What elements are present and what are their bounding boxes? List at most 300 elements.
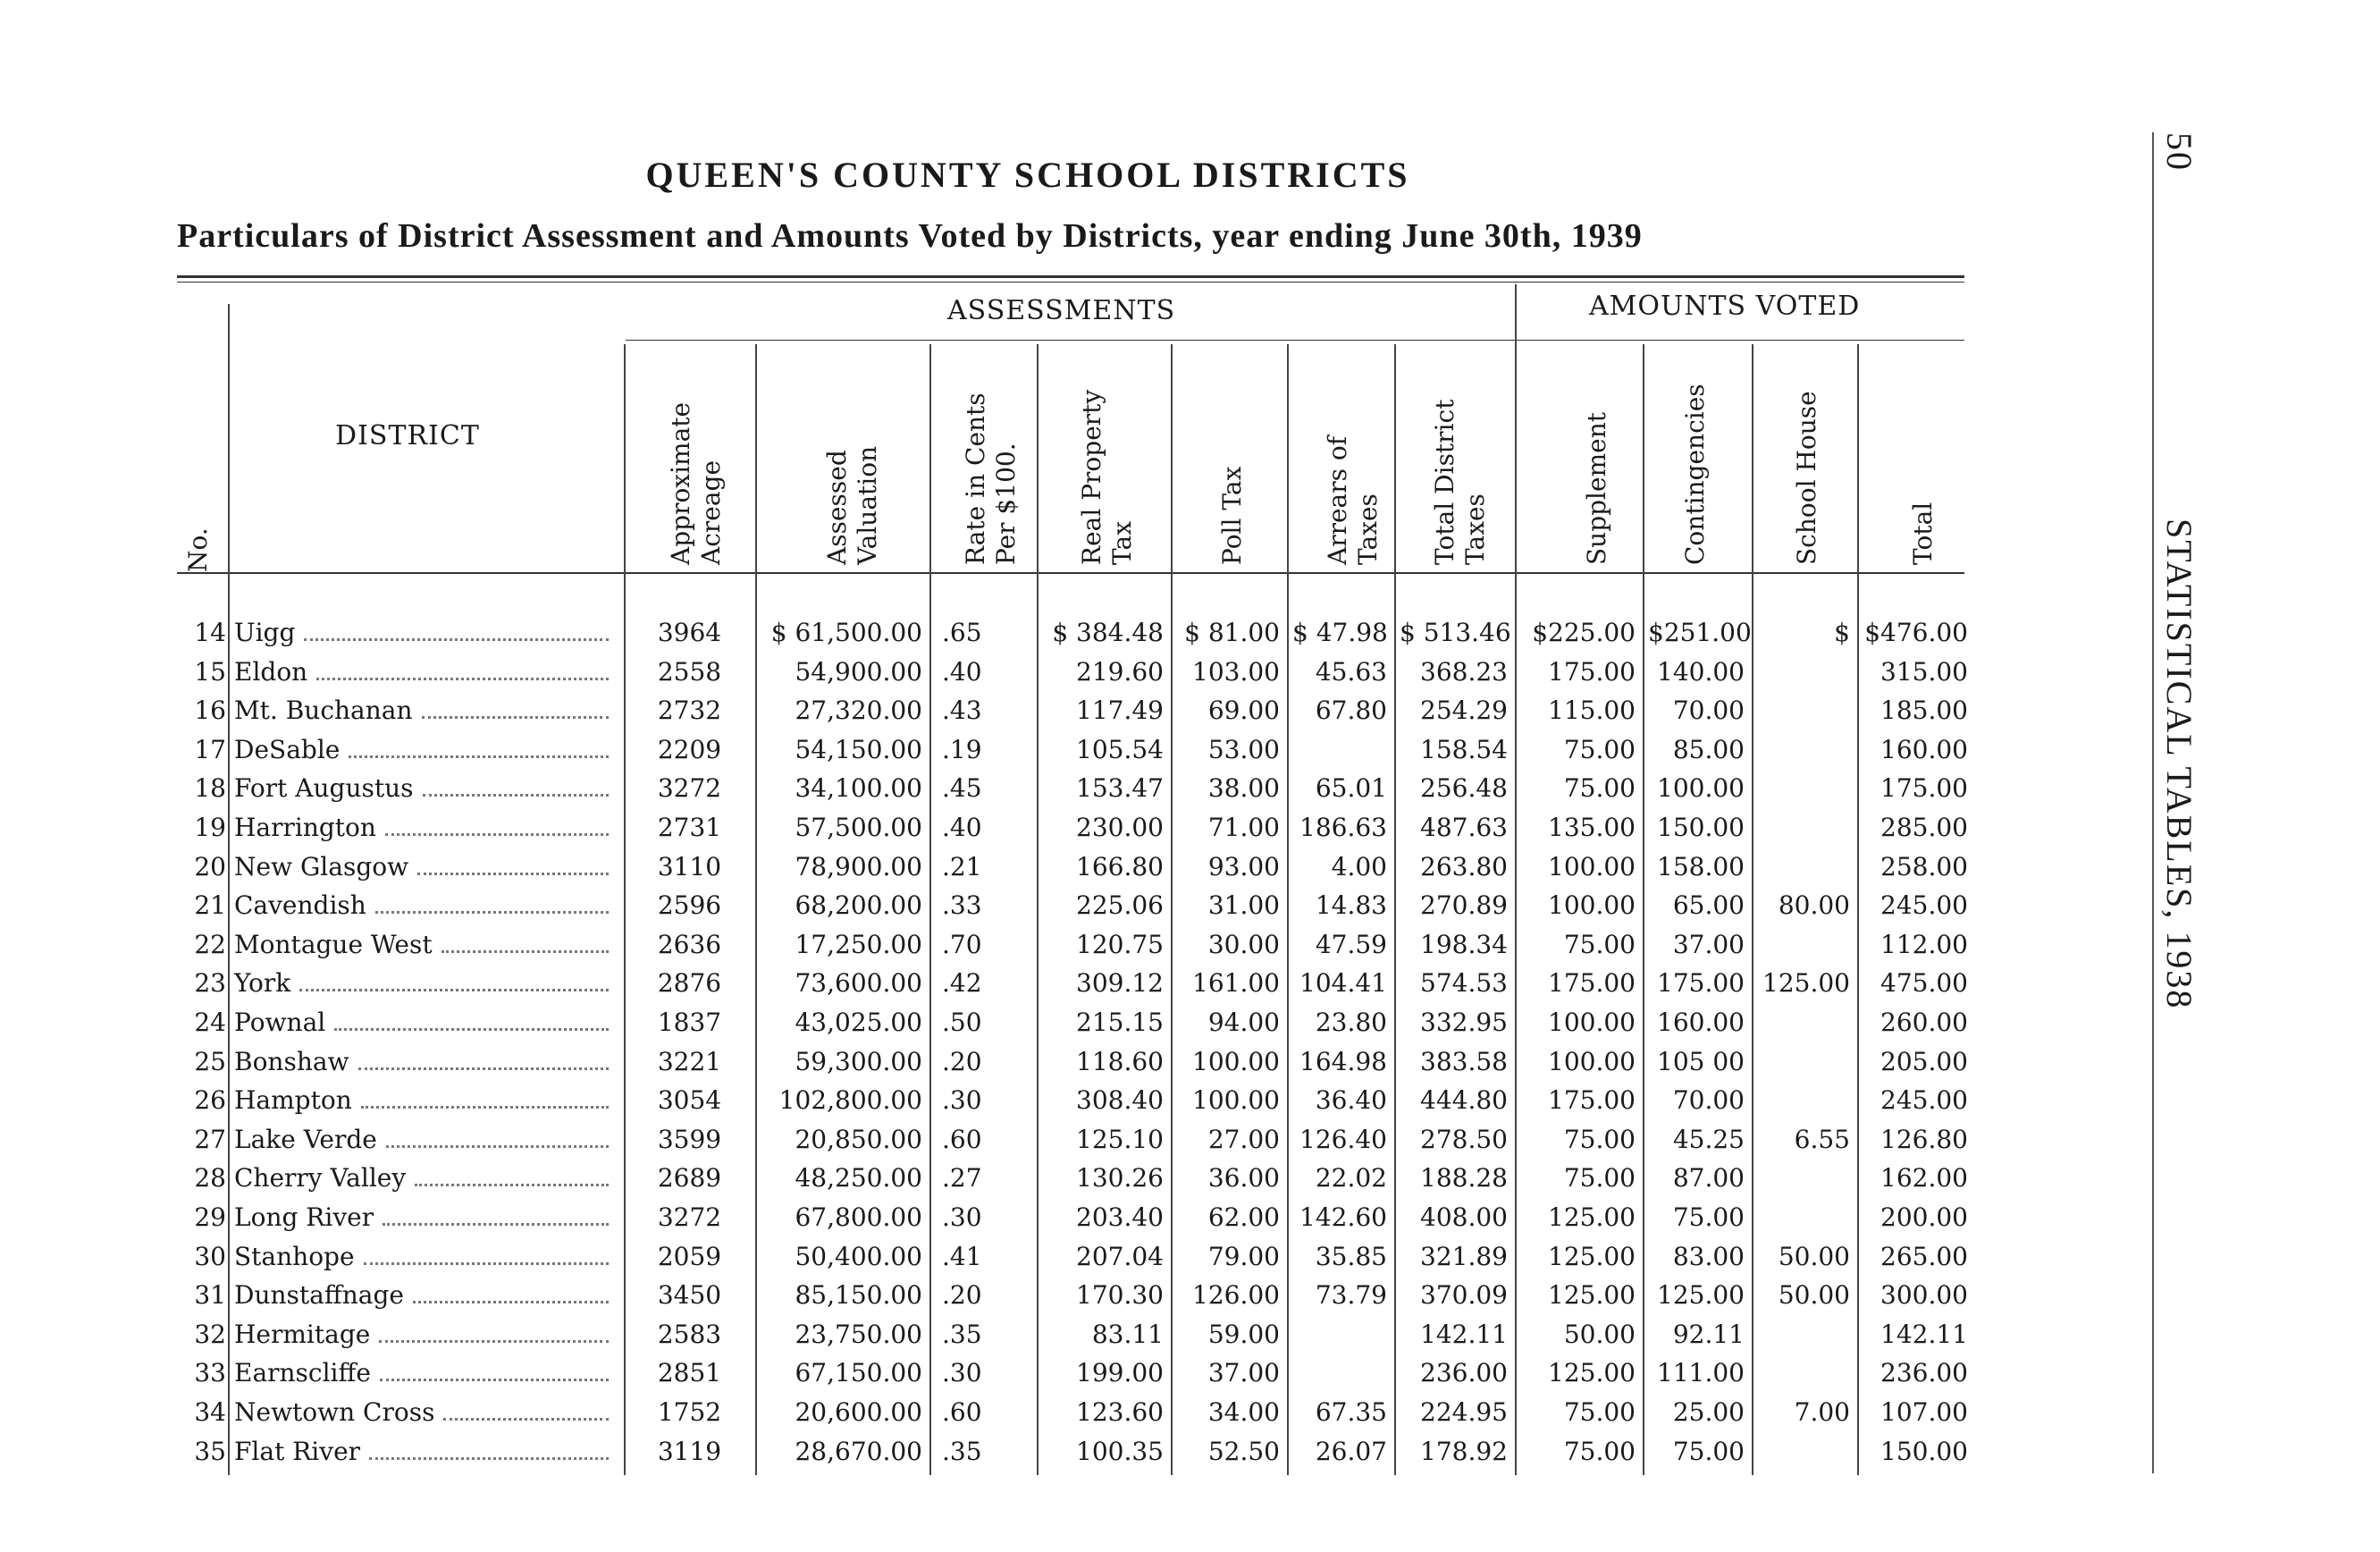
- cell-real-tax: 215.15: [1076, 1008, 1164, 1037]
- cell-total: 142.11: [1880, 1319, 1968, 1349]
- cell-acreage: 3272: [657, 1202, 722, 1232]
- cell-acreage: 3119: [657, 1436, 722, 1466]
- cell-total-taxes: 188.28: [1420, 1163, 1508, 1194]
- cell-real-tax: 100.35: [1076, 1436, 1164, 1466]
- cell-acreage: 2689: [657, 1163, 722, 1194]
- cell-supplement: 100.00: [1548, 1008, 1636, 1037]
- cell-poll: 69.00: [1207, 696, 1280, 726]
- cell-rate: .40: [942, 656, 982, 687]
- cell-total: 185.00: [1880, 696, 1968, 726]
- cell-acreage: 3054: [657, 1085, 722, 1116]
- cell-contingencies: 75.00: [1672, 1202, 1745, 1232]
- cell-acreage: 2059: [657, 1241, 722, 1271]
- cell-valuation: $ 61,500.00: [770, 618, 922, 647]
- cell-total: 245.00: [1880, 1085, 1968, 1116]
- cell-contingencies: 70.00: [1672, 1085, 1745, 1116]
- column-header-poll-tax: Poll Tax: [1217, 466, 1247, 565]
- cell-real-tax: 170.30: [1076, 1280, 1164, 1311]
- district-name: DeSable: [234, 732, 614, 768]
- cell-acreage: 2851: [657, 1358, 722, 1388]
- cell-contingencies: 140.00: [1657, 656, 1745, 687]
- cell-contingencies: $251.00: [1648, 618, 1752, 647]
- cell-real-tax: 125.10: [1076, 1124, 1164, 1154]
- cell-supplement: $225.00: [1532, 618, 1636, 647]
- district-name: Hampton: [234, 1083, 614, 1118]
- cell-rate: .33: [942, 890, 982, 921]
- district-number: 30: [194, 1241, 226, 1271]
- cell-valuation: 23,750.00: [795, 1319, 922, 1349]
- cell-valuation: 54,150.00: [795, 734, 922, 764]
- cell-total: 175.00: [1880, 773, 1968, 804]
- cell-arrears: 47.59: [1315, 929, 1387, 959]
- cell-valuation: 59,300.00: [795, 1046, 922, 1076]
- cell-acreage: 1837: [657, 1008, 722, 1037]
- district-number: 26: [194, 1085, 226, 1116]
- district-name: Eldon: [234, 654, 614, 690]
- cell-total-taxes: 263.80: [1420, 851, 1508, 881]
- cell-acreage: 3450: [657, 1280, 722, 1311]
- district-number: 32: [194, 1319, 226, 1349]
- cell-arrears: 23.80: [1315, 1008, 1387, 1037]
- cell-contingencies: 92.11: [1672, 1319, 1745, 1349]
- district-number: 23: [194, 968, 226, 999]
- cell-contingencies: 70.00: [1672, 696, 1745, 726]
- column-divider: [1037, 344, 1039, 1475]
- cell-real-tax: 83.11: [1091, 1319, 1164, 1349]
- cell-rate: .20: [942, 1046, 982, 1076]
- cell-total-taxes: 368.23: [1420, 656, 1508, 687]
- cell-total-taxes: 574.53: [1420, 968, 1508, 999]
- cell-arrears: 186.63: [1299, 813, 1387, 842]
- cell-school-house: [1757, 927, 1850, 963]
- district-number: 24: [194, 1008, 226, 1037]
- cell-school-house: [1757, 1355, 1850, 1391]
- cell-arrears: 67.35: [1315, 1397, 1387, 1427]
- running-head: STATISTICAL TABLES, 1938: [2159, 519, 2199, 1010]
- cell-real-tax: 118.60: [1076, 1046, 1164, 1076]
- cell-valuation: 50,400.00: [795, 1241, 922, 1271]
- cell-school-house: [1757, 732, 1850, 768]
- cell-total-taxes: 158.54: [1420, 734, 1508, 764]
- district-number: 17: [194, 734, 226, 764]
- cell-school-house: [1757, 771, 1850, 806]
- cell-valuation: 102,800.00: [778, 1085, 922, 1116]
- cell-total-taxes: 236.00: [1420, 1358, 1508, 1388]
- cell-supplement: 100.00: [1548, 890, 1636, 921]
- cell-arrears: 14.83: [1315, 890, 1387, 921]
- cell-school-house: 6.55: [1794, 1124, 1850, 1154]
- cell-total: 475.00: [1880, 968, 1968, 999]
- cell-rate: .35: [942, 1319, 982, 1349]
- header-top-rule-thin: [177, 282, 1964, 283]
- cell-total-taxes: 444.80: [1420, 1085, 1508, 1116]
- cell-arrears: 104.41: [1299, 968, 1387, 999]
- district-number: 27: [194, 1124, 226, 1154]
- cell-contingencies: 150.00: [1657, 813, 1745, 842]
- cell-valuation: 27,320.00: [795, 696, 922, 726]
- cell-total-taxes: 142.11: [1420, 1319, 1508, 1349]
- column-header-arrears-of-taxes: Arrears of Taxes: [1323, 435, 1383, 565]
- cell-supplement: 175.00: [1548, 968, 1636, 999]
- column-header-supplement: Supplement: [1582, 412, 1611, 565]
- cell-total-taxes: 270.89: [1420, 890, 1508, 921]
- cell-school-house: [1757, 1200, 1850, 1236]
- cell-school-house: [1757, 1005, 1850, 1041]
- cell-arrears: 142.60: [1299, 1202, 1387, 1232]
- cell-acreage: 2636: [657, 929, 722, 959]
- district-number: 33: [194, 1358, 226, 1388]
- column-divider: [1394, 344, 1396, 1475]
- cell-total: 285.00: [1880, 813, 1968, 842]
- header-no: No.: [183, 527, 213, 572]
- district-number: 19: [194, 813, 226, 842]
- cell-school-house: [1757, 1160, 1850, 1196]
- cell-total: 258.00: [1880, 851, 1968, 881]
- cell-poll: $ 81.00: [1184, 618, 1280, 647]
- district-name: New Glasgow: [234, 849, 614, 885]
- column-divider: [1643, 344, 1644, 1475]
- cell-poll: 93.00: [1207, 851, 1280, 881]
- header-top-rule: [177, 275, 1964, 278]
- cell-arrears: 67.80: [1315, 696, 1387, 726]
- cell-valuation: 17,250.00: [795, 929, 922, 959]
- cell-supplement: 75.00: [1563, 1436, 1636, 1466]
- cell-valuation: 28,670.00: [795, 1436, 922, 1466]
- cell-total: 107.00: [1880, 1397, 1968, 1427]
- cell-arrears: 35.85: [1315, 1241, 1387, 1271]
- cell-supplement: 75.00: [1563, 734, 1636, 764]
- cell-rate: .45: [942, 773, 982, 804]
- margin-rule: [2152, 132, 2154, 1473]
- cell-real-tax: 230.00: [1076, 813, 1164, 842]
- cell-supplement: 125.00: [1548, 1280, 1636, 1311]
- cell-supplement: 50.00: [1563, 1319, 1636, 1349]
- cell-school-house: [1757, 1434, 1850, 1470]
- cell-real-tax: 203.40: [1076, 1202, 1164, 1232]
- cell-valuation: 67,800.00: [795, 1202, 922, 1232]
- district-number: 35: [194, 1436, 226, 1466]
- column-divider: [929, 344, 931, 1475]
- cell-valuation: 67,150.00: [795, 1358, 922, 1388]
- cell-acreage: 2596: [657, 890, 722, 921]
- district-number: 16: [194, 696, 226, 726]
- cell-contingencies: 100.00: [1657, 773, 1745, 804]
- district-number: 18: [194, 773, 226, 804]
- district-name: Fort Augustus: [234, 771, 614, 806]
- cell-contingencies: 160.00: [1657, 1008, 1745, 1037]
- cell-rate: .65: [942, 618, 982, 647]
- cell-total: 205.00: [1880, 1046, 1968, 1076]
- column-divider: [228, 304, 230, 1475]
- cell-supplement: 75.00: [1563, 1163, 1636, 1194]
- cell-acreage: 3272: [657, 773, 722, 804]
- cell-real-tax: 199.00: [1076, 1358, 1164, 1388]
- district-name: Earnscliffe: [234, 1355, 614, 1391]
- cell-real-tax: 117.49: [1076, 696, 1164, 726]
- cell-poll: 71.00: [1207, 813, 1280, 842]
- cell-valuation: 20,600.00: [795, 1397, 922, 1427]
- district-number: 22: [194, 929, 226, 959]
- cell-arrears: $ 47.98: [1292, 618, 1388, 647]
- cell-rate: .30: [942, 1202, 982, 1232]
- cell-acreage: 2876: [657, 968, 722, 999]
- cell-supplement: 125.00: [1548, 1202, 1636, 1232]
- cell-arrears: 164.98: [1299, 1046, 1387, 1076]
- cell-supplement: 75.00: [1563, 773, 1636, 804]
- cell-acreage: 2583: [657, 1319, 722, 1349]
- page-title: QUEEN'S COUNTY SCHOOL DISTRICTS: [645, 155, 1410, 195]
- district-number: 31: [194, 1280, 226, 1311]
- district-name: Dunstaffnage: [234, 1278, 614, 1313]
- group-header-rule: [626, 340, 1964, 341]
- page-number: 50: [2159, 132, 2199, 172]
- cell-total-taxes: 408.00: [1420, 1202, 1508, 1232]
- cell-contingencies: 37.00: [1672, 929, 1745, 959]
- cell-poll: 103.00: [1192, 656, 1280, 687]
- cell-real-tax: 123.60: [1076, 1397, 1164, 1427]
- cell-valuation: 57,500.00: [795, 813, 922, 842]
- cell-total: 260.00: [1880, 1008, 1968, 1037]
- cell-total-taxes: 487.63: [1420, 813, 1508, 842]
- cell-rate: .21: [942, 851, 982, 881]
- cell-rate: .19: [942, 734, 982, 764]
- cell-valuation: 73,600.00: [795, 968, 922, 999]
- cell-contingencies: 45.25: [1672, 1124, 1745, 1154]
- cell-supplement: 135.00: [1548, 813, 1636, 842]
- cell-poll: 100.00: [1192, 1085, 1280, 1116]
- cell-arrears: [1292, 1317, 1387, 1353]
- cell-arrears: 126.40: [1299, 1124, 1387, 1154]
- cell-total-taxes: 254.29: [1420, 696, 1508, 726]
- cell-supplement: 100.00: [1548, 1046, 1636, 1076]
- cell-poll: 52.50: [1207, 1436, 1280, 1466]
- column-header-school-house: School House: [1792, 391, 1821, 565]
- cell-arrears: 36.40: [1315, 1085, 1387, 1116]
- cell-total-taxes: 256.48: [1420, 773, 1508, 804]
- cell-total: 315.00: [1880, 656, 1968, 687]
- cell-total-taxes: 321.89: [1420, 1241, 1508, 1271]
- cell-school-house: [1757, 654, 1850, 690]
- cell-arrears: 4.00: [1331, 851, 1387, 881]
- district-name: Lake Verde: [234, 1122, 614, 1158]
- cell-total-taxes: 278.50: [1420, 1124, 1508, 1154]
- cell-acreage: 3599: [657, 1124, 722, 1154]
- district-name: Long River: [234, 1200, 614, 1236]
- cell-total: 150.00: [1880, 1436, 1968, 1466]
- cell-poll: 94.00: [1207, 1008, 1280, 1037]
- cell-poll: 53.00: [1207, 734, 1280, 764]
- cell-contingencies: 105 00: [1657, 1046, 1745, 1076]
- cell-real-tax: 225.06: [1076, 890, 1164, 921]
- cell-real-tax: 219.60: [1076, 656, 1164, 687]
- district-number: 28: [194, 1163, 226, 1194]
- column-header-real-property-tax: Real Property Tax: [1077, 389, 1137, 565]
- cell-real-tax: 130.26: [1076, 1163, 1164, 1194]
- district-name: Uigg: [234, 615, 614, 651]
- cell-acreage: 2558: [657, 656, 722, 687]
- cell-valuation: 48,250.00: [795, 1163, 922, 1194]
- cell-rate: .27: [942, 1163, 982, 1194]
- cell-valuation: 54,900.00: [795, 656, 922, 687]
- header-bottom-rule: [177, 572, 1964, 574]
- district-name: Pownal: [234, 1005, 614, 1041]
- cell-poll: 126.00: [1192, 1280, 1280, 1311]
- cell-poll: 36.00: [1207, 1163, 1280, 1194]
- district-name: Newtown Cross: [234, 1395, 614, 1430]
- column-divider: [1752, 344, 1753, 1475]
- cell-arrears: [1292, 1355, 1387, 1391]
- header-district: DISTRICT: [335, 420, 480, 451]
- cell-valuation: 85,150.00: [795, 1280, 922, 1311]
- cell-real-tax: 105.54: [1076, 734, 1164, 764]
- cell-valuation: 20,850.00: [795, 1124, 922, 1154]
- cell-real-tax: 309.12: [1076, 968, 1164, 999]
- cell-contingencies: 25.00: [1672, 1397, 1745, 1427]
- cell-real-tax: 308.40: [1076, 1085, 1164, 1116]
- cell-contingencies: 75.00: [1672, 1436, 1745, 1466]
- column-header-rate-per-100: Rate in Cents Per $100.: [961, 392, 1021, 565]
- cell-poll: 27.00: [1207, 1124, 1280, 1154]
- cell-total: $476.00: [1864, 618, 1968, 647]
- cell-real-tax: 207.04: [1076, 1241, 1164, 1271]
- district-name: Cavendish: [234, 888, 614, 924]
- district-name: Flat River: [234, 1434, 614, 1470]
- cell-total-taxes: 178.92: [1420, 1436, 1508, 1466]
- district-name: Hermitage: [234, 1317, 614, 1353]
- header-amounts-voted: AMOUNTS VOTED: [1589, 291, 1861, 322]
- cell-acreage: 2731: [657, 813, 722, 842]
- district-name: Cherry Valley: [234, 1160, 614, 1196]
- district-name: Bonshaw: [234, 1044, 614, 1080]
- cell-total: 160.00: [1880, 734, 1968, 764]
- cell-valuation: 68,200.00: [795, 890, 922, 921]
- cell-rate: .70: [942, 929, 982, 959]
- cell-poll: 161.00: [1192, 968, 1280, 999]
- column-header-assessed-valuation: Assessed Valuation: [822, 445, 882, 565]
- cell-total-taxes: 198.34: [1420, 929, 1508, 959]
- cell-poll: 37.00: [1207, 1358, 1280, 1388]
- cell-contingencies: 125.00: [1657, 1280, 1745, 1311]
- cell-supplement: 125.00: [1548, 1358, 1636, 1388]
- cell-school-house: 125.00: [1762, 968, 1850, 999]
- cell-supplement: 175.00: [1548, 656, 1636, 687]
- cell-contingencies: 87.00: [1672, 1163, 1745, 1194]
- cell-rate: .20: [942, 1280, 982, 1311]
- cell-acreage: 3221: [657, 1046, 722, 1076]
- cell-rate: .50: [942, 1008, 982, 1037]
- district-number: 20: [194, 851, 226, 881]
- cell-school-house: [1757, 1317, 1850, 1353]
- cell-contingencies: 65.00: [1672, 890, 1745, 921]
- cell-poll: 79.00: [1207, 1241, 1280, 1271]
- cell-arrears: [1292, 732, 1387, 768]
- cell-supplement: 75.00: [1563, 1124, 1636, 1154]
- district-name: York: [234, 966, 614, 1001]
- cell-supplement: 125.00: [1548, 1241, 1636, 1271]
- cell-total-taxes: 383.58: [1420, 1046, 1508, 1076]
- cell-total: 265.00: [1880, 1241, 1968, 1271]
- cell-school-house: [1757, 1044, 1850, 1080]
- cell-acreage: 3110: [657, 851, 722, 881]
- cell-rate: .40: [942, 813, 982, 842]
- district-number: 14: [194, 618, 226, 647]
- column-divider: [1515, 284, 1517, 1475]
- district-number: 21: [194, 890, 226, 921]
- district-number: 29: [194, 1202, 226, 1232]
- cell-contingencies: 85.00: [1672, 734, 1745, 764]
- cell-total-taxes: 370.09: [1420, 1280, 1508, 1311]
- cell-arrears: 22.02: [1315, 1163, 1387, 1194]
- cell-school-house: 50.00: [1778, 1241, 1850, 1271]
- cell-school-house: [1757, 849, 1850, 885]
- column-divider: [755, 344, 757, 1475]
- cell-arrears: 26.07: [1315, 1436, 1387, 1466]
- cell-rate: .30: [942, 1085, 982, 1116]
- cell-supplement: 100.00: [1548, 851, 1636, 881]
- cell-rate: .42: [942, 968, 982, 999]
- cell-arrears: 45.63: [1315, 656, 1387, 687]
- cell-total-taxes: 224.95: [1420, 1397, 1508, 1427]
- cell-total: 236.00: [1880, 1358, 1968, 1388]
- cell-total: 300.00: [1880, 1280, 1968, 1311]
- cell-school-house: [1757, 693, 1850, 729]
- cell-rate: .43: [942, 696, 982, 726]
- cell-rate: .60: [942, 1124, 982, 1154]
- cell-contingencies: 83.00: [1672, 1241, 1745, 1271]
- cell-total: 112.00: [1880, 929, 1968, 959]
- cell-acreage: 1752: [657, 1397, 722, 1427]
- cell-contingencies: 158.00: [1657, 851, 1745, 881]
- cell-poll: 62.00: [1207, 1202, 1280, 1232]
- cell-school-house: [1757, 810, 1850, 846]
- cell-supplement: 75.00: [1563, 1397, 1636, 1427]
- column-divider: [1287, 344, 1289, 1475]
- cell-arrears: 65.01: [1315, 773, 1387, 804]
- cell-total-taxes: 332.95: [1420, 1008, 1508, 1037]
- cell-contingencies: 175.00: [1657, 968, 1745, 999]
- cell-rate: .35: [942, 1436, 982, 1466]
- cell-valuation: 78,900.00: [795, 851, 922, 881]
- district-number: 34: [194, 1397, 226, 1427]
- column-header-total: Total: [1908, 502, 1938, 565]
- cell-poll: 31.00: [1207, 890, 1280, 921]
- district-number: 15: [194, 656, 226, 687]
- column-divider: [624, 344, 626, 1475]
- cell-acreage: 2732: [657, 696, 722, 726]
- column-header-contingencies: Contingencies: [1680, 384, 1710, 565]
- cell-school-house: 80.00: [1778, 890, 1850, 921]
- cell-poll: 59.00: [1207, 1319, 1280, 1349]
- district-number: 25: [194, 1046, 226, 1076]
- page-subtitle: Particulars of District Assessment and Amounts Voted by Districts, year ending June 30th, 1939: [177, 217, 1643, 255]
- cell-school-house: 50.00: [1778, 1280, 1850, 1311]
- column-divider: [1171, 344, 1173, 1475]
- cell-supplement: 75.00: [1563, 929, 1636, 959]
- cell-supplement: 175.00: [1548, 1085, 1636, 1116]
- district-name: Stanhope: [234, 1239, 614, 1275]
- cell-real-tax: $ 384.48: [1052, 618, 1164, 647]
- cell-school-house: $: [1834, 618, 1850, 647]
- cell-real-tax: 120.75: [1076, 929, 1164, 959]
- column-header-total-district-taxes: Total District Taxes: [1430, 399, 1490, 565]
- cell-supplement: 115.00: [1548, 696, 1636, 726]
- cell-valuation: 34,100.00: [795, 773, 922, 804]
- cell-total: 200.00: [1880, 1202, 1968, 1232]
- cell-contingencies: 111.00: [1657, 1358, 1745, 1388]
- cell-real-tax: 153.47: [1076, 773, 1164, 804]
- cell-total: 162.00: [1880, 1163, 1968, 1194]
- column-divider: [1857, 344, 1859, 1475]
